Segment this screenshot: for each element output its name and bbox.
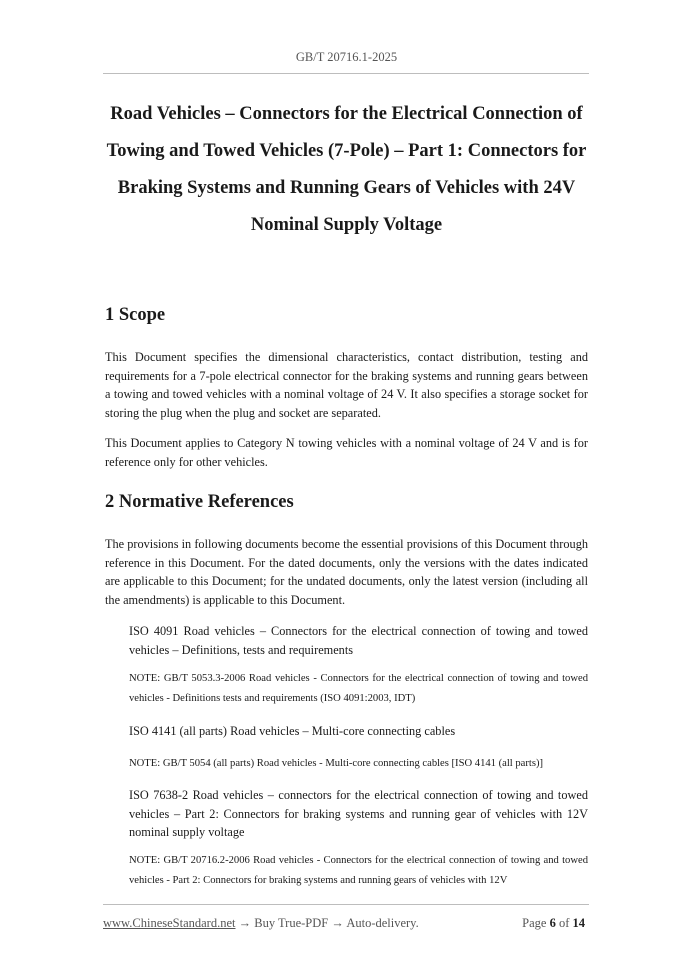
total-page-count: 14 (572, 916, 585, 930)
current-page-number: 6 (549, 916, 556, 930)
page-footer (103, 916, 589, 931)
arrow-right-icon: → (238, 916, 252, 930)
page-label: Page (522, 916, 547, 930)
page-indicator (522, 916, 585, 931)
scope-paragraph-2: This Document applies to Category N towing vehicles with a nominal voltage of 24 V and is for reference only for other vehicles. (105, 436, 588, 469)
arrow-right-icon: → (331, 916, 344, 930)
of-label: of (558, 916, 570, 930)
header-divider (103, 73, 589, 74)
section-heading-normative-references: 2 Normative References (105, 492, 294, 512)
auto-delivery-text: Auto-delivery. (346, 916, 419, 930)
chinesestandard-link[interactable]: www.ChineseStandard.net (103, 916, 236, 930)
reference-iso-7638-2: ISO 7638-2 Road vehicles – connectors for the electrical connection of towing and towed vehicles – Part 2: Connectors for braking systems and running gear of vehicles with 12V nominal supply voltage (129, 788, 588, 840)
reference-iso-4091: ISO 4091 Road vehicles – Connectors for the electrical connection of towing and towed vehicles – Definitions, tests and requirements (129, 624, 588, 657)
note-gbt-5053: NOTE: GB/T 5053.3-2006 Road vehicles - Connectors for the electrical connection of towing and towed vehicles - Definitions tests and requirements (ISO 4091:2003, IDT) (129, 673, 588, 704)
note-gbt-5054: NOTE: GB/T 5054 (all parts) Road vehicles - Multi-core connecting cables [ISO 4141 (all parts)] (129, 758, 544, 769)
references-intro-paragraph: The provisions in following documents become the essential provisions of this Document through reference in this Document. For the dated documents, only the versions with the dates indicated are applicable to this Document; for the undated documents, only the latest version (including all the amendments) is applicable to this Document. (105, 537, 588, 607)
section-heading-scope: 1 Scope (105, 305, 166, 325)
running-header: GB/T 20716.1-2025 (295, 50, 398, 64)
reference-iso-4141: ISO 4141 (all parts) Road vehicles – Multi-core connecting cables (129, 724, 456, 738)
buy-true-pdf-text: Buy True-PDF (254, 916, 329, 930)
document-title: Road Vehicles – Connectors for the Electrical Connection of Towing and Towed Vehicles (7-Pole) – Part 1: Connectors for Braking Systems and Running Gears of Vehicles with 24V Nominal Supply Voltage (106, 104, 587, 235)
note-gbt-20716-2: NOTE: GB/T 20716.2-2006 Road vehicles - Connectors for the electrical connection of towing and towed vehicles - Part 2: Connectors for braking systems and running gears of vehicles with 12V (129, 855, 588, 886)
scope-paragraph-1: This Document specifies the dimensional characteristics, contact distribution, testing and requirements for a 7-pole electrical connector for the braking systems and running gears between a towing and towed vehicles with a nominal voltage of 24 V. It also specifies a storage socket for storing the plug when the plug and socket are separated. (105, 350, 588, 420)
footer-divider (103, 904, 589, 905)
